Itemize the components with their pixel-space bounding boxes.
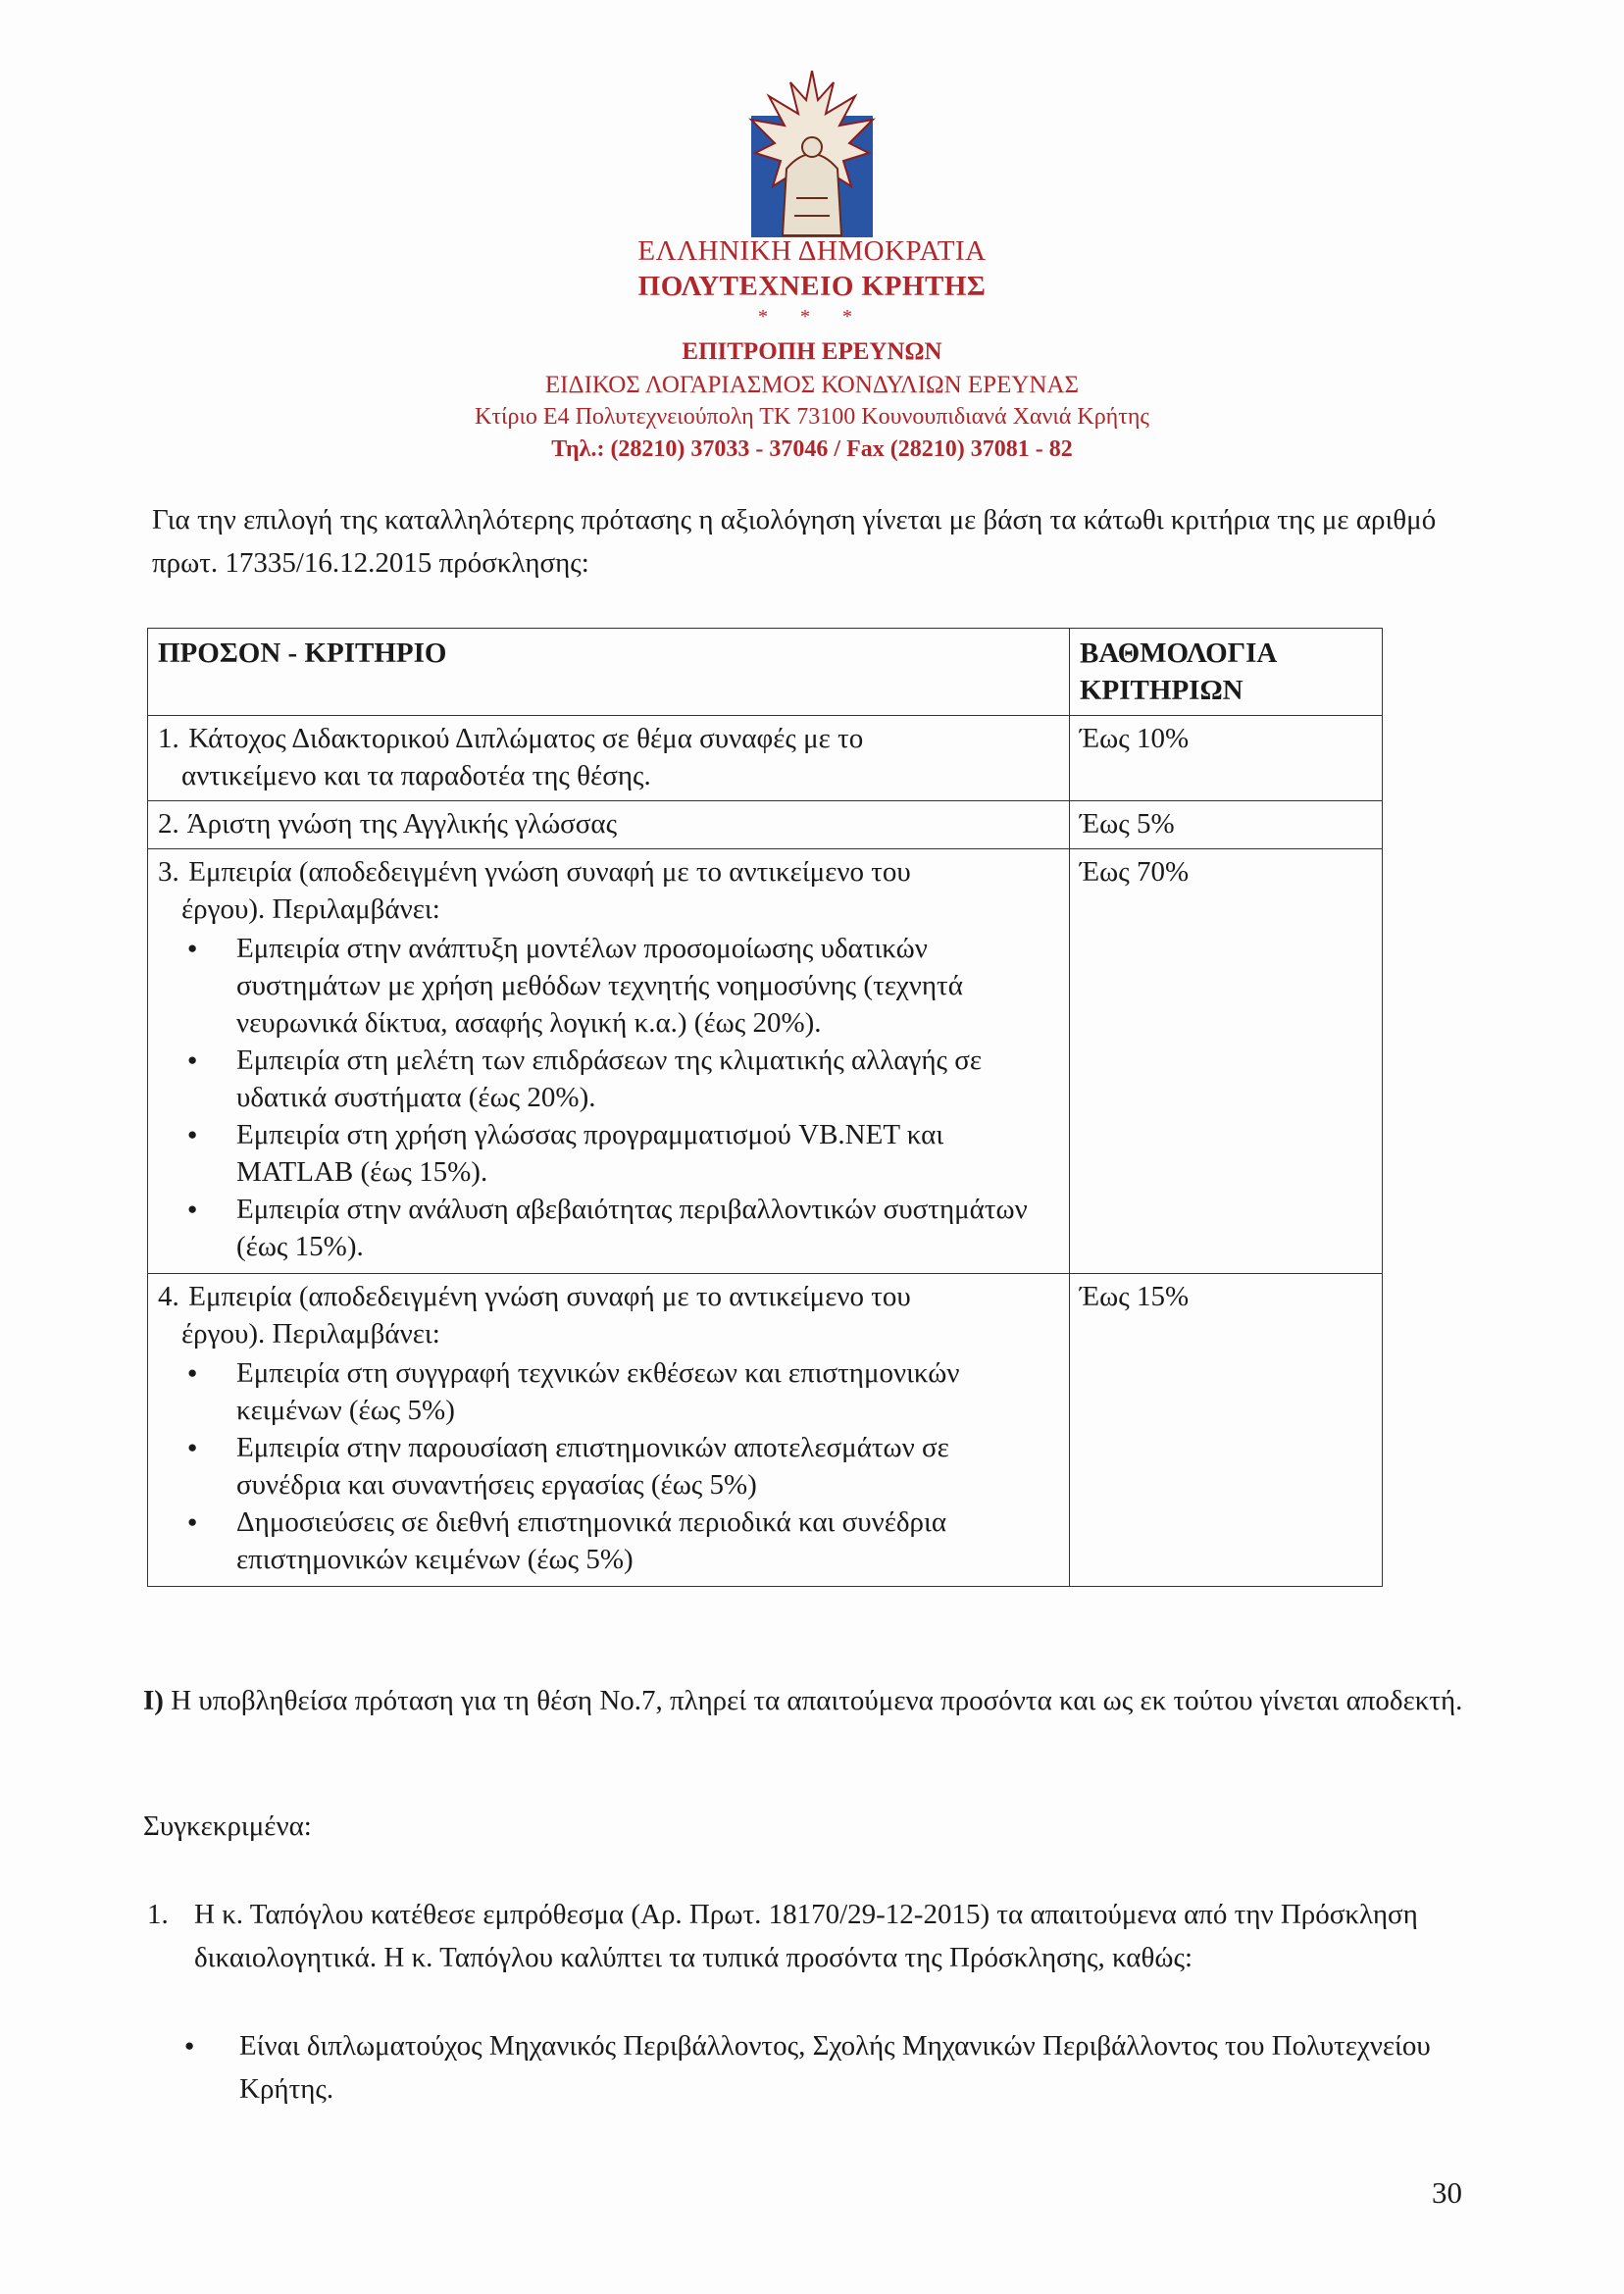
table-row bbox=[148, 1274, 1383, 1587]
bullet-list bbox=[158, 1354, 1055, 1578]
row-number: 1. bbox=[158, 723, 179, 754]
header-line-3: ΕΠΙΤΡΟΠΗ ΕΡΕΥΝΩΝ bbox=[682, 338, 942, 365]
header-line-5: Κτίριο Ε4 Πολυτεχνειούπολη ΤΚ 73100 Κουνουπιδιανά Χανιά Κρήτης bbox=[475, 404, 1149, 430]
row-score: Έως 5% bbox=[1070, 801, 1383, 849]
header-line-6: Τηλ.: (28210) 37033 - 37046 / Fax (28210) 37081 - 82 bbox=[551, 436, 1073, 462]
row-number: 4. bbox=[158, 1281, 179, 1312]
list-item: Η κ. Ταπόγλου κατέθεσε εμπρόθεσμα (Αρ. Πρωτ. 18170/29-12-2015) τα απαιτούμενα από την Πρόσκληση δικαιολογητικά. Η κ. Ταπόγλου καλύπτει τα τυπικά προσόντα της Πρόσκλησης, καθώς: bbox=[194, 1899, 1418, 1973]
header-line-4: ΕΙΔΙΚΟΣ ΛΟΓΑΡΙΑΣΜΟΣ ΚΟΝΔΥΛΙΩΝ ΕΡΕΥΝΑΣ bbox=[544, 372, 1080, 398]
criteria-table bbox=[147, 628, 1383, 1587]
row-text-cont: αντικείμενο και τα παραδοτέα της θέσης. bbox=[181, 760, 651, 791]
list-item: ● Εμπειρία στην ανάλυση αβεβαιότητας περιβαλλοντικών συστημάτων (έως 15%). bbox=[236, 1191, 1055, 1265]
header-line-2: ΠΟΛΥΤΕΧΝΕΙΟ ΚΡΗΤΗΣ bbox=[637, 271, 987, 302]
header-stars: * * * bbox=[758, 306, 866, 328]
row-number: 3. bbox=[158, 856, 179, 888]
conclusion-paragraph bbox=[143, 1679, 1477, 1722]
row-text: Εμπειρία (αποδεδειγμένη γνώση συναφή με το αντικείμενο του bbox=[188, 1281, 911, 1312]
row-score: Έως 10% bbox=[1070, 716, 1383, 801]
list-item: ● Εμπειρία στην ανάπτυξη μοντέλων προσομοίωσης υδατικών συστημάτων με χρήση μεθόδων τεχνητής νοημοσύνης (τεχνητά νευρωνικά δίκτυα, ασαφής λογική κ.α.) (έως 20%). bbox=[236, 930, 1055, 1042]
list-item: ● Εμπειρία στη μελέτη των επιδράσεων της κλιματικής αλλαγής σε υδατικά συστήματα (έως 20%). bbox=[236, 1042, 1055, 1116]
university-logo bbox=[747, 71, 877, 239]
col-header-score: ΒΑΘΜΟΛΟΓΙΑ ΚΡΙΤΗΡΙΩΝ bbox=[1070, 629, 1383, 716]
bullet-icon: ● bbox=[184, 2036, 195, 2055]
conclusion-text: Η υποβληθείσα πρόταση για τη θέση Νο.7, πληρεί τα απαιτούμενα προσόντα και ως εκ τούτου γίνεται αποδεκτή. bbox=[171, 1685, 1463, 1716]
intro-paragraph: Για την επιλογή της καταλληλότερης πρότασης η αξιολόγηση γίνεται με βάση τα κάτωθι κριτήρια της με αριθμό πρωτ. 17335/16.12.2015 πρόσκλησης: bbox=[152, 504, 1437, 579]
row-score: Έως 70% bbox=[1070, 849, 1383, 1274]
bullet-item bbox=[184, 2024, 1467, 2111]
list-item: ● Εμπειρία στην παρουσίαση επιστημονικών αποτελεσμάτων σε συνέδρια και συναντήσεις εργασίας (έως 5%) bbox=[236, 1429, 1055, 1504]
row-text-cont: έργου). Περιλαμβάνει: bbox=[181, 1318, 440, 1350]
numbered-list bbox=[147, 1893, 1451, 1979]
conclusion-label: Ι) bbox=[143, 1685, 164, 1716]
list-item: ● Εμπειρία στη συγγραφή τεχνικών εκθέσεων και επιστημονικών κειμένων (έως 5%) bbox=[236, 1354, 1055, 1429]
col-header-criterion: ΠΡΟΣΟΝ - ΚΡΙΤΗΡΙΟ bbox=[148, 629, 1070, 716]
table-row bbox=[148, 716, 1383, 801]
bullet-text: Είναι διπλωματούχος Μηχανικός Περιβάλλοντος, Σχολής Μηχανικών Περιβάλλοντος του Πολυτεχνείου Κρήτης. bbox=[239, 2030, 1431, 2105]
table-row bbox=[148, 801, 1383, 849]
page-number: 30 bbox=[1432, 2175, 1462, 2210]
row-text: Κάτοχος Διδακτορικού Διπλώματος σε θέμα συναφές με το bbox=[188, 723, 864, 754]
list-item: ● Δημοσιεύσεις σε διεθνή επιστημονικά περιοδικά και συνέδρια επιστημονικών κειμένων (έως 5%) bbox=[236, 1504, 1055, 1578]
header-line-1: ΕΛΛΗΝΙΚΗ ΔΗΜΟΚΡΑΤΙΑ bbox=[637, 235, 987, 267]
bullet-list bbox=[158, 930, 1055, 1265]
row-text: Άριστη γνώση της Αγγλικής γλώσσας bbox=[186, 808, 618, 840]
row-number: 2. bbox=[158, 808, 179, 840]
row-text-cont: έργου). Περιλαμβάνει: bbox=[181, 893, 440, 925]
table-header-row bbox=[148, 629, 1383, 716]
list-item: ● Εμπειρία στη χρήση γλώσσας προγραμματισμού VB.NET και MATLAB (έως 15%). bbox=[236, 1116, 1055, 1191]
table-row bbox=[148, 849, 1383, 1274]
row-score: Έως 15% bbox=[1070, 1274, 1383, 1587]
list-number: 1. bbox=[147, 1899, 169, 1930]
row-text: Εμπειρία (αποδεδειγμένη γνώση συναφή με το αντικείμενο του bbox=[188, 856, 911, 888]
specifically-label: Συγκεκριμένα: bbox=[143, 1810, 312, 1842]
